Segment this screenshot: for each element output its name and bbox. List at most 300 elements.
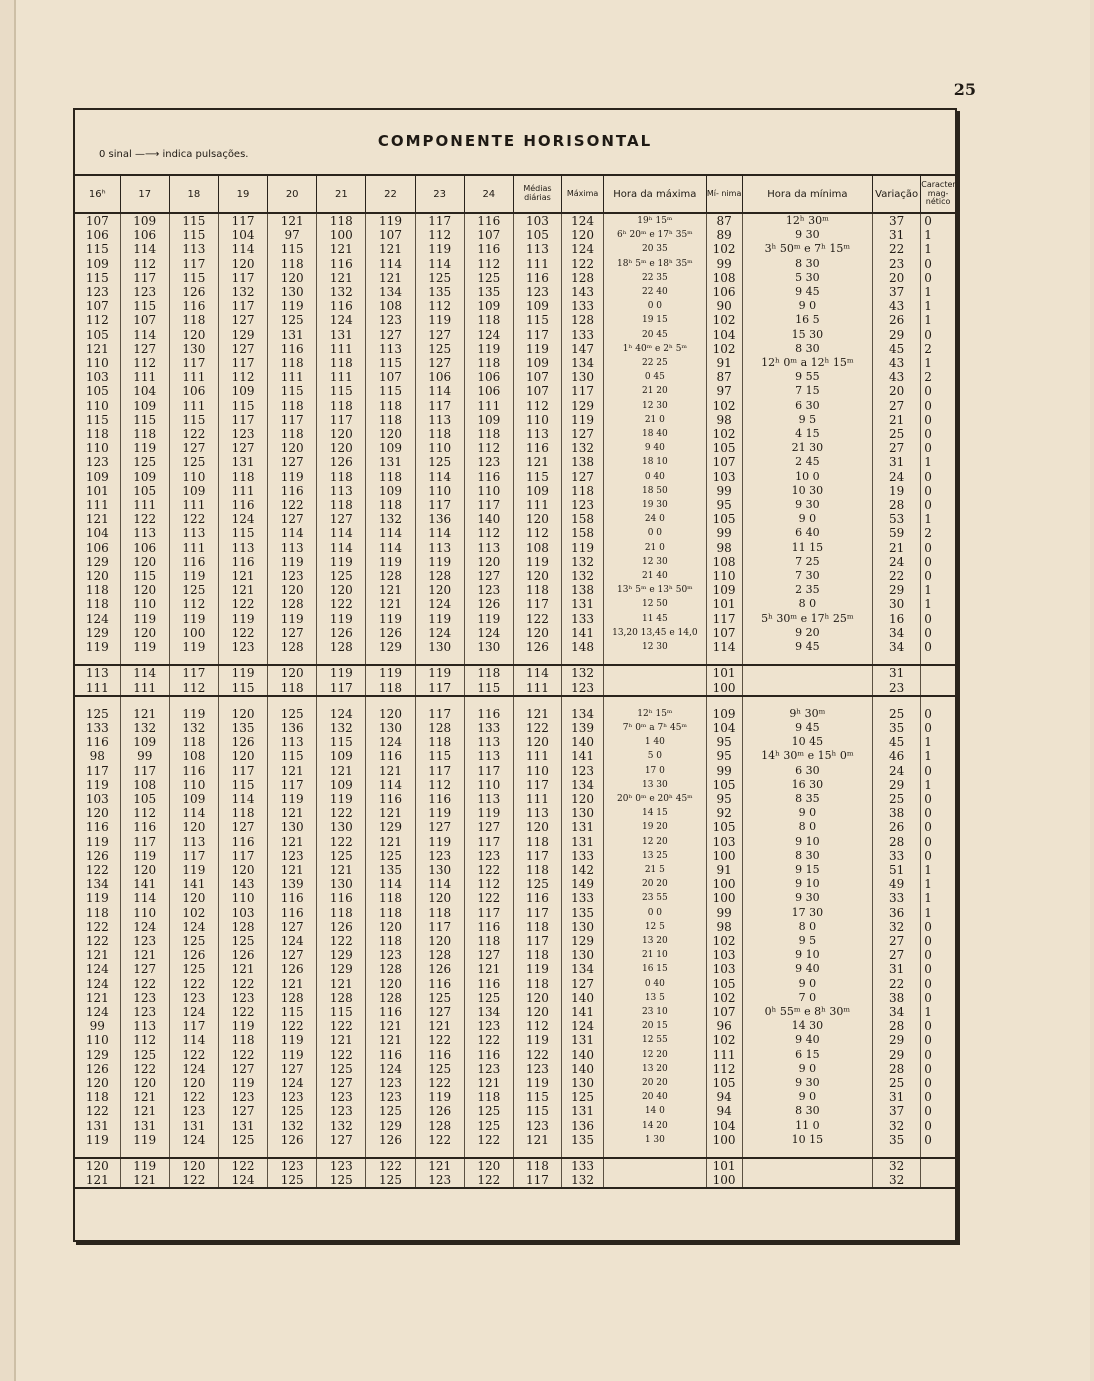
table-cell: 127 [268,626,317,640]
table-cell: 122 [513,1048,561,1062]
table-cell: 128 [415,1119,464,1133]
table-cell: 1 [921,356,955,370]
table-cell: 119 [268,612,317,626]
table-cell: 113 [169,526,218,540]
table-cell: 114 [706,640,742,654]
table-cell: 123 [464,583,513,597]
table-cell: 0 [921,820,955,834]
table-cell: 27 [873,948,921,962]
table-cell: 126 [317,920,366,934]
table-cell: 111 [169,541,218,555]
table-row [75,612,955,626]
table-cell: 98 [706,920,742,934]
table-cell: 51 [873,863,921,877]
table-cell: 116 [513,271,561,285]
table-cell: 106 [120,541,169,555]
table-cell: 115 [169,271,218,285]
table-cell: 122 [169,512,218,526]
table-row [75,569,955,583]
table-cell: 127 [464,948,513,962]
table-cell: 105 [706,977,742,991]
table-row [75,626,955,640]
spacer-cell [366,654,415,665]
table-cell: 117 [169,849,218,863]
table-cell: 119 [268,470,317,484]
table-cell: 125 [513,877,561,891]
table-cell: 14ʰ 30ᵐ e 15ʰ 0ᵐ [742,749,872,763]
table-cell: 135 [562,1133,604,1147]
table-cell: 19 30 [604,498,706,512]
table-cell: 45 [873,342,921,356]
table-cell: 120 [120,583,169,597]
table-cell: 1 [921,778,955,792]
table-cell: 102 [706,342,742,356]
table-cell: 120 [218,863,267,877]
table-cell: 109 [120,735,169,749]
table-cell: 129 [366,820,415,834]
table-cell: 119 [415,806,464,820]
table-cell: 0 40 [604,977,706,991]
table-cell: 129 [562,934,604,948]
spacer-cell [742,654,872,665]
table-cell: 9 30 [742,891,872,905]
table-cell: 123 [513,1119,561,1133]
table-cell: 12 50 [604,597,706,611]
table-cell: 119 [513,342,561,356]
table-cell: 133 [562,849,604,863]
table-cell: 108 [120,778,169,792]
table-cell: 129 [218,328,267,342]
table-cell: 125 [415,1062,464,1076]
table-cell: 116 [464,242,513,256]
table-cell: 127 [317,1133,366,1147]
table-cell: 0 [921,541,955,555]
table-cell: 19ʰ 15ᵐ [604,213,706,228]
table-cell: 123 [120,285,169,299]
table-cell: 123 [366,1090,415,1104]
table-cell: 125 [169,455,218,469]
table-cell: 99 [706,906,742,920]
table-cell: 119 [366,213,415,228]
table-cell: 43 [873,370,921,384]
table-cell: 11 15 [742,541,872,555]
table-cell: 124 [415,626,464,640]
table-cell: 127 [120,962,169,976]
table-cell: 112 [706,1062,742,1076]
table-cell: 118 [562,484,604,498]
table-cell: 125 [366,1104,415,1118]
table-cell: 158 [562,526,604,540]
table-cell: 121 [85,990,109,1005]
table-cell: 115 [513,1104,561,1118]
table-cell: 122 [268,1019,317,1033]
table-cell: 21 0 [604,541,706,555]
table-cell: 116 [415,977,464,991]
table-cell: 118 [513,1158,561,1173]
table-cell: 111 [85,498,109,513]
table-cell: 119 [317,665,366,680]
table-cell: 122 [85,862,109,877]
table-cell: 8 0 [742,597,872,611]
table-cell: 127 [562,977,604,991]
table-cell: 8 0 [742,920,872,934]
table-cell: 109 [513,356,561,370]
table-cell: 119 [513,1033,561,1047]
table-cell: 108 [706,271,742,285]
table-cell: 9 5 [742,934,872,948]
table-cell: 124 [85,611,109,626]
table-cell: 116 [464,470,513,484]
table-row [75,1005,955,1019]
table-cell: 118 [268,681,317,696]
table-cell: 0 [921,384,955,398]
table-row [75,228,955,242]
table-cell: 130 [317,877,366,891]
spacer-cell [562,654,604,665]
table-cell: 110 [120,597,169,611]
table-cell: 118 [218,470,267,484]
table-cell: 115 [317,1005,366,1019]
table-row [75,1119,955,1133]
table-cell: 1 [921,313,955,327]
table-cell: 105 [120,484,169,498]
table-cell: 118 [120,427,169,441]
table-cell: 0 [921,257,955,271]
table-cell: 99 [706,764,742,778]
table-cell: 59 [873,526,921,540]
spacer-cell [218,696,267,707]
table-cell: 116 [120,820,169,834]
table-cell: 43 [873,356,921,370]
table-cell: 111 [120,498,169,512]
table-cell: 131 [562,820,604,834]
table-cell: 21 40 [604,569,706,583]
table-cell: 96 [706,1019,742,1033]
table-cell: 25 [873,427,921,441]
table-cell: 53 [873,512,921,526]
table-row [75,555,955,569]
table-cell: 20 15 [604,1019,706,1033]
spacer-cell [317,696,366,707]
table-cell: 119 [366,555,415,569]
table-cell: 24 [873,764,921,778]
table-cell: 118 [268,356,317,370]
table-cell: 17 0 [604,764,706,778]
table-cell: 116 [268,891,317,905]
table-cell: 106 [85,228,109,243]
table-cell: 121 [75,1173,120,1188]
table-row [75,934,955,948]
table-cell: 49 [873,877,921,891]
table-cell: 126 [464,597,513,611]
table-cell: 0 [921,569,955,583]
table-cell: 124 [169,1133,218,1147]
table-cell: 119 [317,555,366,569]
spacer-cell [415,654,464,665]
table-cell: 27 [873,441,921,455]
table-cell: 122 [317,934,366,948]
table-row [75,640,955,654]
table-cell: 122 [218,626,267,640]
table-cell: 105 [706,512,742,526]
table-cell: 129 [85,625,109,640]
table-cell: 26 [873,313,921,327]
table-cell: 117 [513,906,561,920]
table-cell: 123 [85,455,109,470]
table-cell: 9 10 [742,948,872,962]
table-row [75,328,955,342]
header-row [75,175,955,213]
spacer-cell [706,696,742,707]
table-cell: 123 [218,640,267,654]
table-cell: 1 [921,597,955,611]
table-cell: 114 [317,541,366,555]
table-cell [604,1173,706,1188]
table-cell: 105 [85,327,109,342]
table-cell: 124 [464,626,513,640]
table-cell: 114 [268,526,317,540]
table-cell: 109 [85,469,109,484]
table-cell: 132 [169,721,218,735]
table-cell: 125 [218,934,267,948]
table-cell: 112 [415,228,464,242]
table-cell: 126 [415,962,464,976]
table-cell: 121 [366,835,415,849]
table-cell: 129 [562,399,604,413]
table-cell: 118 [415,427,464,441]
table-cell: 106 [169,384,218,398]
table-cell: 117 [120,835,169,849]
table-cell: 110 [169,470,218,484]
table-cell: 107 [513,384,561,398]
table-cell: 131 [562,1033,604,1047]
table-cell: 9 5 [742,413,872,427]
table-cell: 32 [873,1119,921,1133]
table-cell: 109 [218,384,267,398]
table-cell: 118 [85,583,109,598]
table-cell: 124 [120,920,169,934]
table-cell: 0 [921,413,955,427]
table-cell: 116 [366,749,415,763]
table-cell: 121 [415,1158,464,1173]
table-cell: 117 [415,498,464,512]
table-cell: 11 0 [742,1119,872,1133]
table-cell: 110 [169,778,218,792]
table-cell: 43 [873,299,921,313]
col-header: 24 [464,175,513,213]
table-cell: 126 [415,1104,464,1118]
table-cell: 119 [415,1090,464,1104]
table-cell: 98 [706,413,742,427]
table-cell: 1 [921,749,955,763]
table-cell: 122 [218,597,267,611]
table-cell: 114 [366,877,415,891]
table-cell: 113 [317,484,366,498]
table-cell: 119 [268,1033,317,1047]
table-cell: 119 [85,640,109,655]
table-cell: 128 [317,640,366,654]
table-cell: 126 [366,626,415,640]
table-cell: 125 [415,991,464,1005]
table-row [75,735,955,749]
spacer-cell [706,654,742,665]
summary-row [75,1158,955,1173]
table-cell: 0 [921,977,955,991]
table-cell: 115 [317,735,366,749]
table-cell: 123 [562,498,604,512]
table-cell: 0 [921,484,955,498]
table-cell: 117 [415,707,464,721]
table-cell: 130 [562,370,604,384]
table-cell: 24 [873,470,921,484]
table-cell: 135 [366,863,415,877]
table-cell: 114 [120,891,169,905]
table-cell: 9 0 [742,512,872,526]
table-cell: 115 [268,384,317,398]
table-cell: 18 10 [604,455,706,469]
table-cell: 131 [218,1119,267,1133]
table-cell: 124 [218,1173,267,1188]
table-cell: 103 [513,213,561,228]
table-cell: 125 [317,569,366,583]
table-cell: 131 [268,328,317,342]
table-cell: 117 [169,257,218,271]
table-cell: 116 [415,792,464,806]
table-cell: 7 30 [742,569,872,583]
table-cell: 0 45 [604,370,706,384]
table-cell: 0 [921,1019,955,1033]
col-header: 22 [366,175,415,213]
table-cell: 7 25 [742,555,872,569]
table-cell: 118 [513,835,561,849]
table-cell: 19 20 [604,820,706,834]
table-cell: 8 35 [742,792,872,806]
table-cell: 34 [873,640,921,654]
table-cell: 109 [706,583,742,597]
table-cell: 124 [85,976,109,991]
table-cell: 112 [218,370,267,384]
table-cell: 114 [366,541,415,555]
table-cell: 113 [366,342,415,356]
table-cell: 114 [169,806,218,820]
table-cell: 111 [317,342,366,356]
table-cell: 118 [317,356,366,370]
table-cell: 117 [218,213,267,228]
table-cell: 121 [366,1019,415,1033]
table-cell: 123 [120,934,169,948]
col-header: 17 [120,175,169,213]
table-cell: 121 [120,1090,169,1104]
table-cell: 120 [268,441,317,455]
table-cell: 134 [85,877,109,892]
table-cell: 100 [706,1133,742,1147]
table-cell: 18 50 [604,484,706,498]
table-cell: 117 [415,920,464,934]
table-row [75,863,955,877]
table-cell: 0 [921,1090,955,1104]
table-cell: 119 [120,1133,169,1147]
table-cell: 112 [120,806,169,820]
table-cell: 0 [921,427,955,441]
table-cell: 122 [85,919,109,934]
col-header: 19 [218,175,267,213]
table-cell: 109 [366,484,415,498]
table-cell: 127 [366,328,415,342]
table-cell: 9 40 [604,441,706,455]
table-cell: 115 [268,1005,317,1019]
table-cell: 0ʰ 55ᵐ e 8ʰ 30ᵐ [742,1005,872,1019]
table-row [75,470,955,484]
table-cell: 147 [562,342,604,356]
spacer-cell [464,1147,513,1158]
table-cell: 2 [921,342,955,356]
table-cell: 118 [366,470,415,484]
table-cell: 18 40 [604,427,706,441]
table-cell: 109 [366,441,415,455]
table-cell: 24 [873,555,921,569]
table-cell: 122 [169,1090,218,1104]
table-row [75,583,955,597]
table-cell: 115 [85,412,109,427]
table-cell: 124 [562,213,604,228]
table-cell: 87 [706,370,742,384]
table-cell: 119 [415,555,464,569]
table-cell: 97 [706,384,742,398]
table-row [75,356,955,370]
table-cell: 32 [873,1173,921,1188]
table-cell: 101 [706,665,742,680]
table-cell: 158 [562,512,604,526]
table-cell: 113 [169,835,218,849]
table-cell: 8 30 [742,342,872,356]
table-cell: 7 0 [742,991,872,1005]
spacer-cell [120,696,169,707]
table-cell: 117 [218,271,267,285]
table-cell: 130 [268,285,317,299]
table-cell: 111 [513,681,561,696]
table-cell: 125 [169,962,218,976]
table-cell: 134 [562,778,604,792]
table-cell: 119 [415,835,464,849]
table-cell: 117 [169,356,218,370]
table-cell: 21 0 [604,413,706,427]
table-cell: 127 [218,441,267,455]
table-cell: 115 [268,749,317,763]
table-cell: 120 [415,934,464,948]
table-row [75,213,955,228]
table-cell: 0 [921,626,955,640]
table-cell: 95 [706,498,742,512]
table-cell: 1 [921,455,955,469]
table-cell: 136 [268,721,317,735]
table-cell: 120 [562,228,604,242]
table-cell: 1 [921,1005,955,1019]
table-cell: 29 [873,778,921,792]
table-cell: 125 [268,313,317,327]
table-row [75,991,955,1005]
table-cell: 128 [218,920,267,934]
table-cell: 12 30 [604,555,706,569]
table-cell: 128 [366,991,415,1005]
table-cell: 2 [921,370,955,384]
table-cell: 117 [415,399,464,413]
table-cell: 131 [562,1104,604,1118]
table-cell: 9 0 [742,1090,872,1104]
table-cell: 136 [562,1119,604,1133]
table-cell: 25 [873,792,921,806]
spacer-cell [317,654,366,665]
table-row [75,526,955,540]
